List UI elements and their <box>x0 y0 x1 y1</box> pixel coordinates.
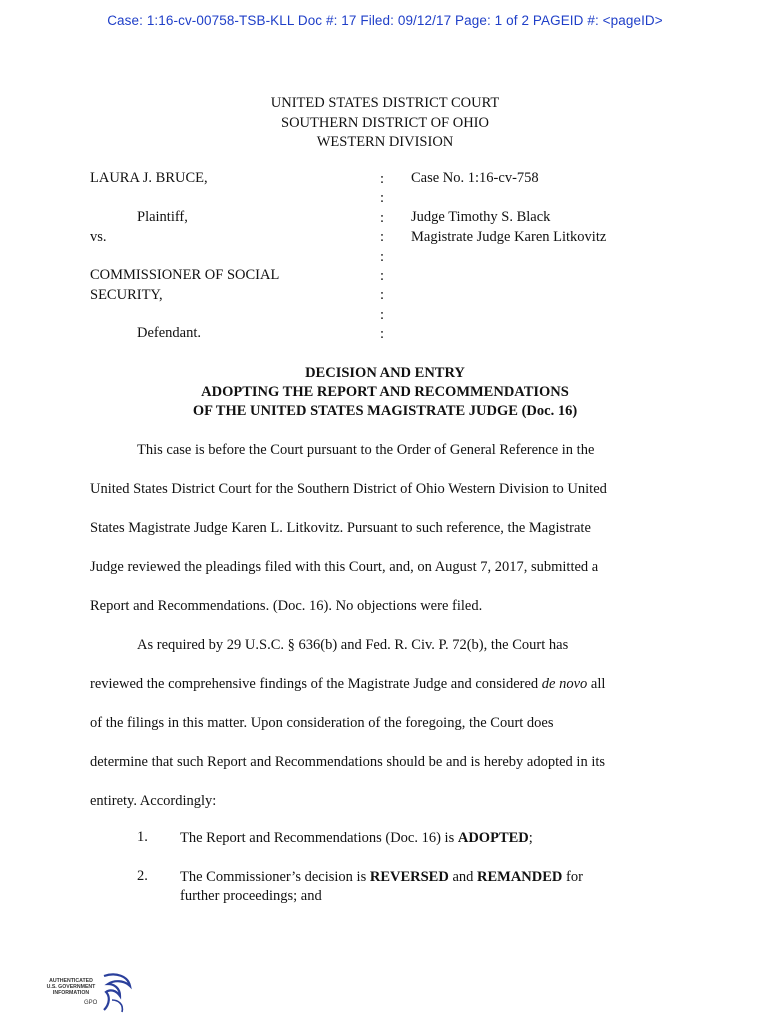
gpo-seal-line: U.S. GOVERNMENT <box>46 984 96 990</box>
gpo-label: GPO <box>84 1000 98 1006</box>
case-number: Case No. 1:16-cv-758 <box>411 170 539 186</box>
caption-colons <box>380 170 384 345</box>
order-text-part: and <box>448 869 477 885</box>
body-line <box>90 676 605 693</box>
de-novo-italic: de novo <box>541 676 588 692</box>
order-number: 2. <box>137 868 148 884</box>
gpo-seal-line: AUTHENTICATED <box>49 978 93 984</box>
body-line: Judge reviewed the pleadings filed with this Court, and, on August 7, 2017, submitted a <box>90 559 599 575</box>
gpo-authentication-seal <box>40 970 140 1014</box>
reversed-bold: REVERSED <box>369 869 449 885</box>
title-line-2: ADOPTING THE REPORT AND RECOMMENDATIONS <box>201 384 569 400</box>
defendant-name-line-1: COMMISSIONER OF SOCIAL <box>90 267 280 283</box>
body-line: Report and Recommendations. (Doc. 16). No objections were filed. <box>90 598 483 614</box>
court-line-3: WESTERN DIVISION <box>316 134 454 150</box>
colon: : <box>380 248 385 265</box>
order-text-part: for <box>562 869 583 885</box>
body-text: reviewed the comprehensive findings of the Magistrate Judge and considered <box>90 676 542 692</box>
body-line: States Magistrate Judge Karen L. Litkovitz. Pursuant to such reference, the Magistrate <box>90 520 591 536</box>
colon: : <box>380 229 385 246</box>
header-stamp: Case: 1:16-cv-00758-TSB-KLL Doc #: 17 Filed: 09/12/17 Page: 1 of 2 PAGEID #: <pageID> <box>107 13 663 28</box>
order-text-part: The Commissioner’s decision is <box>180 869 370 885</box>
colon: : <box>380 190 385 207</box>
body-line: As required by 29 U.S.C. § 636(b) and Fed. R. Civ. P. 72(b), the Court has <box>137 637 569 653</box>
magistrate-judge-name: Magistrate Judge Karen Litkovitz <box>411 229 607 245</box>
body-line: entirety. Accordingly: <box>90 793 217 809</box>
gpo-seal-line: INFORMATION <box>52 990 90 996</box>
plaintiff-role: Plaintiff, <box>137 209 188 225</box>
defendant-name-line-2: SECURITY, <box>90 287 163 303</box>
body-line: United States District Court for the Southern District of Ohio Western Division to United <box>90 481 607 497</box>
court-heading <box>0 94 770 153</box>
body-text: all <box>587 676 606 692</box>
order-text-line-2: further proceedings; and <box>180 888 322 904</box>
colon: : <box>380 326 385 343</box>
body-line: determine that such Report and Recommendations should be and is hereby adopted in its <box>90 754 606 770</box>
order-text-part: ; <box>528 830 533 846</box>
body-line: This case is before the Court pursuant to the Order of General Reference in the <box>137 442 595 458</box>
adopted-bold: ADOPTED <box>457 830 529 846</box>
remanded-bold: REMANDED <box>477 869 563 885</box>
versus: vs. <box>90 229 107 245</box>
order-text-part: The Report and Recommendations (Doc. 16) is <box>180 830 458 846</box>
order-number: 1. <box>137 829 148 845</box>
court-line-2: SOUTHERN DISTRICT OF OHIO <box>281 114 489 131</box>
colon: : <box>380 209 385 226</box>
document-title <box>0 364 770 421</box>
defendant-role: Defendant. <box>137 325 202 341</box>
eagle-icon <box>98 970 138 1014</box>
case-caption <box>90 170 690 345</box>
colon: : <box>380 268 385 285</box>
gpo-seal-text <box>40 978 102 996</box>
court-line-1: UNITED STATES DISTRICT COURT <box>270 95 500 111</box>
colon: : <box>380 287 385 304</box>
body-line: of the filings in this matter. Upon consideration of the foregoing, the Court does <box>90 715 554 731</box>
colon: : <box>380 306 385 323</box>
title-line-1: DECISION AND ENTRY <box>305 365 465 381</box>
order-text <box>180 868 583 887</box>
plaintiff-name: LAURA J. BRUCE, <box>90 170 208 186</box>
title-line-3: OF THE UNITED STATES MAGISTRATE JUDGE (Doc. 16) <box>192 403 578 419</box>
judge-name: Judge Timothy S. Black <box>411 209 551 225</box>
order-text <box>180 829 533 848</box>
colon: : <box>380 171 385 187</box>
